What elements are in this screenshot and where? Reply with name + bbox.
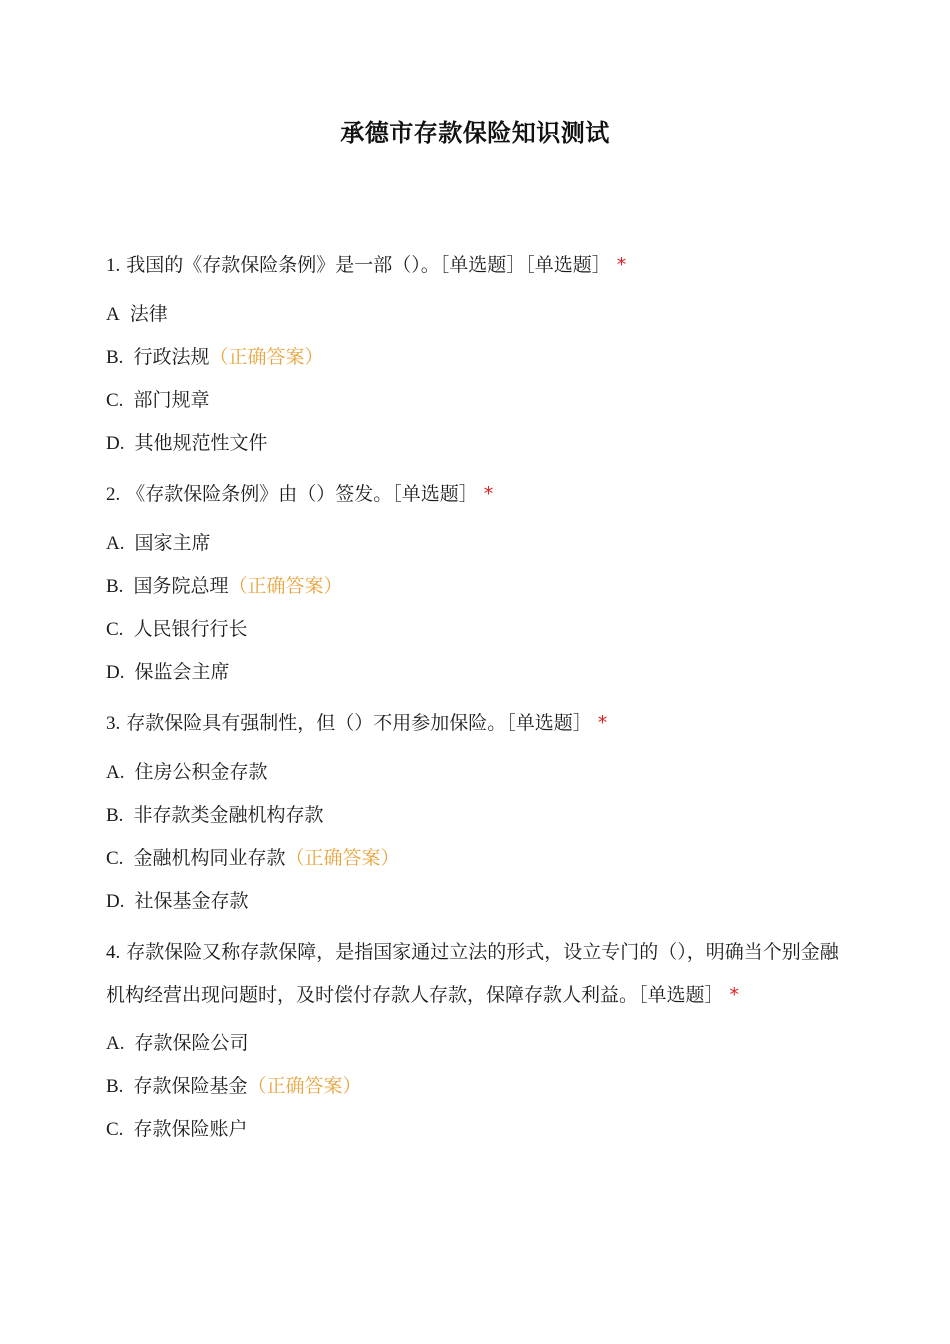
answer-option (106, 522, 846, 565)
question-number: 2. (106, 484, 121, 505)
question-text (106, 931, 846, 1016)
option-letter: B. (106, 576, 124, 597)
answer-option (106, 336, 846, 379)
question-prompt: 存款保险具有强制性，但（）不用参加保险。［单选题］ (126, 712, 592, 734)
option-letter: B. (106, 347, 124, 368)
question-block (106, 702, 846, 923)
option-label: 社保基金存款 (134, 890, 249, 912)
answer-option (106, 751, 846, 794)
option-letter: C. (106, 1119, 124, 1140)
option-label: 住房公积金存款 (134, 761, 268, 783)
answer-option (106, 293, 846, 336)
correct-answer-tag: （正确答案） (285, 847, 400, 869)
option-label: 法律 (129, 303, 168, 325)
option-label: 存款保险账户 (133, 1118, 248, 1140)
correct-answer-tag: （正确答案） (247, 1075, 362, 1097)
option-letter: A. (106, 1033, 125, 1054)
answer-option (106, 837, 846, 880)
question-number: 3. (106, 713, 121, 734)
answer-option (106, 379, 846, 422)
answer-option (106, 1065, 846, 1108)
question-block (106, 244, 846, 465)
page-title: 承德市存款保险知识测试 (340, 119, 610, 147)
option-letter: A (106, 304, 120, 325)
required-mark: * (483, 483, 494, 505)
option-label: 人民银行行长 (133, 618, 248, 640)
question-number: 4. (106, 942, 121, 963)
option-letter: D. (106, 891, 125, 912)
option-label: 行政法规 (133, 346, 210, 368)
question-block (106, 473, 846, 694)
question-prompt: 《存款保险条例》由（）签发。［单选题］ (126, 483, 478, 505)
answer-option (106, 1108, 846, 1151)
answer-option (106, 794, 846, 837)
correct-answer-tag: （正确答案） (228, 575, 343, 597)
answer-option (106, 880, 846, 923)
option-letter: D. (106, 433, 125, 454)
option-letter: C. (106, 848, 124, 869)
option-letter: C. (106, 619, 124, 640)
option-letter: A. (106, 762, 125, 783)
option-label: 存款保险基金 (133, 1075, 248, 1097)
option-label: 非存款类金融机构存款 (133, 804, 324, 826)
answer-option (106, 1022, 846, 1065)
required-mark: * (616, 254, 627, 276)
correct-answer-tag: （正确答案） (209, 346, 324, 368)
question-number: 1. (106, 255, 121, 276)
option-letter: B. (106, 805, 124, 826)
question-block (106, 931, 846, 1151)
answer-option (106, 608, 846, 651)
option-letter: B. (106, 1076, 124, 1097)
question-prompt: 我国的《存款保险条例》是一部（）。［单选题］［单选题］ (126, 254, 611, 276)
option-label: 国家主席 (134, 532, 211, 554)
option-label: 存款保险公司 (134, 1032, 249, 1054)
option-list (106, 1022, 846, 1151)
answer-option (106, 422, 846, 465)
question-text (106, 702, 846, 745)
option-label: 金融机构同业存款 (133, 847, 286, 869)
option-letter: D. (106, 662, 125, 683)
question-list (106, 244, 846, 1159)
option-letter: C. (106, 390, 124, 411)
required-mark: * (597, 712, 608, 734)
required-mark: * (729, 984, 740, 1006)
answer-option (106, 565, 846, 608)
question-text (106, 473, 846, 516)
option-label: 国务院总理 (133, 575, 229, 597)
option-list (106, 522, 846, 694)
question-text (106, 244, 846, 287)
option-label: 保监会主席 (134, 661, 230, 683)
option-list (106, 751, 846, 923)
option-list (106, 293, 846, 465)
question-prompt: 存款保险又称存款保障，是指国家通过立法的形式，设立专门的（），明确当个别金融机构经营出现问题时，及时偿付存款人存款，保障存款人利益。［单选题］ (106, 941, 839, 1006)
option-letter: A. (106, 533, 125, 554)
option-label: 其他规范性文件 (134, 432, 268, 454)
option-label: 部门规章 (133, 389, 210, 411)
answer-option (106, 651, 846, 694)
